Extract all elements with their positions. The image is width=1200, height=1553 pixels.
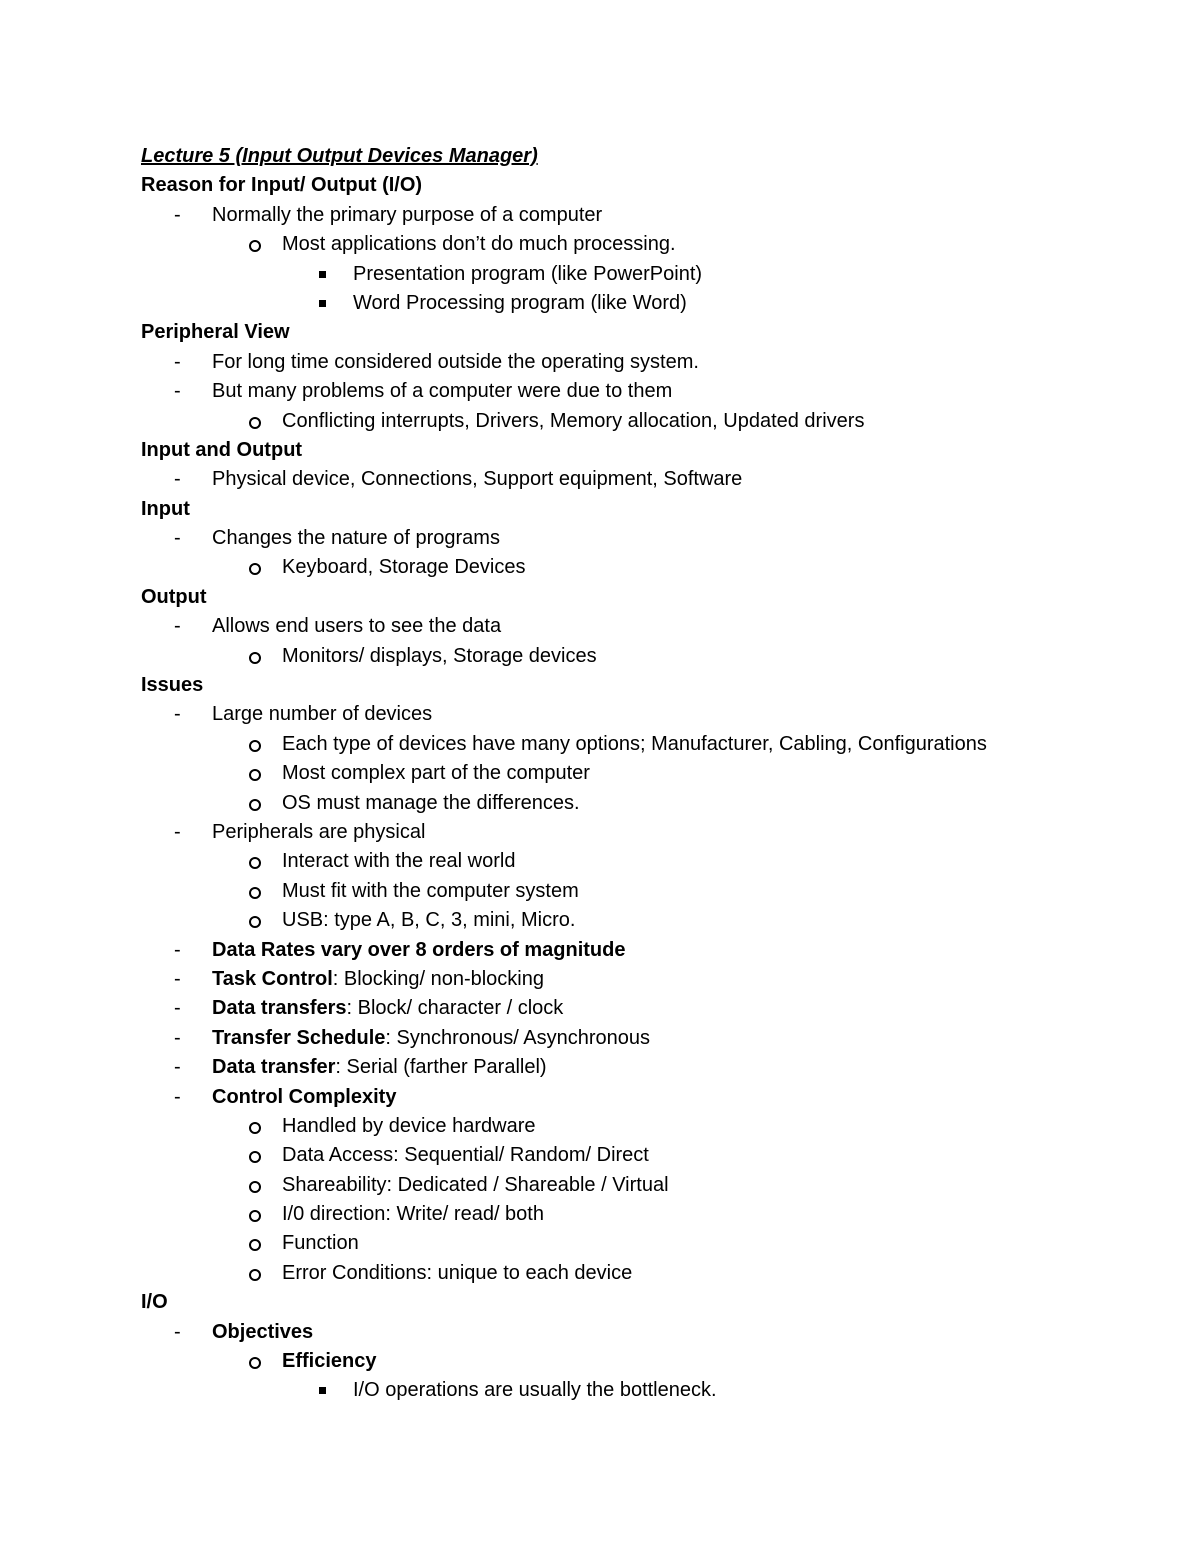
list-item-text: Large number of devices: [212, 703, 433, 726]
circle-bullet-icon: [249, 563, 261, 575]
list-item: [141, 906, 1141, 935]
dash-bullet-icon: -: [174, 820, 181, 843]
list-item: [141, 1141, 1141, 1170]
list-item: [141, 847, 1141, 876]
list-item: [141, 1200, 1141, 1229]
list-item-text: Changes the nature of programs: [212, 527, 500, 550]
list-item: [141, 1083, 1141, 1112]
circle-bullet-icon: [249, 769, 261, 781]
list-item: [141, 1318, 1141, 1347]
circle-bullet-icon: [249, 916, 261, 928]
list-item-text: : Block/ character / clock: [346, 997, 564, 1020]
circle-bullet-icon: [249, 740, 261, 752]
section-heading-io: I/O: [141, 1291, 168, 1314]
dash-bullet-icon: -: [174, 1056, 181, 1079]
list-item-text: : Serial (farther Parallel): [335, 1056, 547, 1079]
list-item: [141, 936, 1141, 965]
dash-bullet-icon: -: [174, 1026, 181, 1049]
square-bullet-icon: [319, 300, 326, 307]
square-bullet-icon: [319, 1387, 326, 1394]
dash-bullet-icon: -: [174, 1085, 181, 1108]
section-heading-input: Input: [141, 497, 190, 520]
list-item: [141, 700, 1141, 729]
list-item: [141, 289, 1141, 318]
dash-bullet-icon: -: [174, 350, 181, 373]
list-item: [141, 789, 1141, 818]
list-item: [141, 1053, 1141, 1082]
list-item-text: Monitors/ displays, Storage devices: [282, 644, 597, 667]
dash-bullet-icon: -: [174, 527, 181, 550]
list-item-text: Keyboard, Storage Devices: [282, 556, 526, 579]
circle-bullet-icon: [249, 1239, 261, 1251]
list-item: [141, 1112, 1141, 1141]
section-heading-issues: Issues: [141, 674, 204, 697]
list-item-text: For long time considered outside the operating system.: [212, 350, 699, 373]
circle-bullet-icon: [249, 1122, 261, 1134]
list-item: [141, 1347, 1141, 1376]
list-item: [141, 524, 1141, 553]
list-item: [141, 642, 1141, 671]
circle-bullet-icon: [249, 417, 261, 429]
section-heading-reason: Reason for Input/ Output (I/O): [141, 174, 423, 197]
list-item-text: I/O operations are usually the bottleneck.: [353, 1379, 717, 1402]
list-item-text: Allows end users to see the data: [212, 615, 502, 638]
list-item-text: Physical device, Connections, Support equipment, Software: [212, 468, 743, 491]
list-item-label: Data transfer: [212, 1056, 336, 1079]
list-item-text: Data Rates vary over 8 orders of magnitude: [212, 938, 626, 961]
square-bullet-icon: [319, 271, 326, 278]
list-item: [141, 1259, 1141, 1288]
list-item-text: Control Complexity: [212, 1085, 397, 1108]
document-content: [141, 142, 1141, 1406]
list-item: [141, 1024, 1141, 1053]
list-item-text: Error Conditions: unique to each device: [282, 1261, 633, 1284]
list-item: [141, 260, 1141, 289]
list-item-text: Conflicting interrupts, Drivers, Memory allocation, Updated drivers: [282, 409, 865, 432]
list-item-text: Most applications don’t do much processing.: [282, 233, 676, 256]
list-item-text: Most complex part of the computer: [282, 762, 590, 785]
circle-bullet-icon: [249, 652, 261, 664]
dash-bullet-icon: -: [174, 380, 181, 403]
list-item: [141, 348, 1141, 377]
list-item-text: Function: [282, 1232, 359, 1255]
list-item: [141, 759, 1141, 788]
list-item: [141, 965, 1141, 994]
list-item: [141, 1229, 1141, 1258]
list-item-text: USB: type A, B, C, 3, mini, Micro.: [282, 909, 576, 932]
list-item-text: Each type of devices have many options; Manufacturer, Cabling, Configurations: [282, 732, 987, 755]
dash-bullet-icon: -: [174, 468, 181, 491]
list-item: [141, 877, 1141, 906]
list-item: [141, 553, 1141, 582]
dash-bullet-icon: -: [174, 1320, 181, 1343]
dash-bullet-icon: -: [174, 967, 181, 990]
dash-bullet-icon: -: [174, 703, 181, 726]
list-item: [141, 1376, 1141, 1405]
circle-bullet-icon: [249, 1269, 261, 1281]
list-item-label: Task Control: [212, 967, 333, 990]
list-item-label: Transfer Schedule: [212, 1026, 386, 1049]
list-item-text: Presentation program (like PowerPoint): [353, 262, 703, 285]
dash-bullet-icon: -: [174, 203, 181, 226]
section-heading-input-output: Input and Output: [141, 438, 303, 461]
list-item: [141, 612, 1141, 641]
dash-bullet-icon: -: [174, 938, 181, 961]
list-item-text: : Synchronous/ Asynchronous: [385, 1026, 651, 1049]
list-item-text: Efficiency: [282, 1350, 377, 1373]
section-heading-output: Output: [141, 585, 207, 608]
list-item: [141, 377, 1141, 406]
list-item: [141, 994, 1141, 1023]
circle-bullet-icon: [249, 1151, 261, 1163]
list-item-text: Objectives: [212, 1320, 314, 1343]
circle-bullet-icon: [249, 240, 261, 252]
list-item-label: Data transfers: [212, 997, 347, 1020]
list-item: [141, 1171, 1141, 1200]
circle-bullet-icon: [249, 799, 261, 811]
circle-bullet-icon: [249, 1357, 261, 1369]
list-item-text: Must fit with the computer system: [282, 879, 579, 902]
list-item-text: Peripherals are physical: [212, 820, 426, 843]
list-item: [141, 201, 1141, 230]
list-item: [141, 230, 1141, 259]
list-item-text: Interact with the real world: [282, 850, 516, 873]
list-item-text: I/0 direction: Write/ read/ both: [282, 1203, 544, 1226]
list-item-text: Normally the primary purpose of a computer: [212, 203, 603, 226]
circle-bullet-icon: [249, 1210, 261, 1222]
list-item-text: : Blocking/ non-blocking: [332, 967, 544, 990]
list-item-text: Shareability: Dedicated / Shareable / Virtual: [282, 1173, 669, 1196]
section-heading-peripheral: Peripheral View: [141, 321, 290, 344]
list-item: [141, 407, 1141, 436]
list-item: [141, 465, 1141, 494]
circle-bullet-icon: [249, 887, 261, 899]
circle-bullet-icon: [249, 1181, 261, 1193]
circle-bullet-icon: [249, 857, 261, 869]
list-item-text: Data Access: Sequential/ Random/ Direct: [282, 1144, 649, 1167]
dash-bullet-icon: -: [174, 615, 181, 638]
list-item-text: Handled by device hardware: [282, 1114, 536, 1137]
list-item: [141, 730, 1141, 759]
list-item: [141, 818, 1141, 847]
list-item-text: OS must manage the differences.: [282, 791, 580, 814]
list-item-text: Word Processing program (like Word): [353, 291, 687, 314]
lecture-title: Lecture 5 (Input Output Devices Manager): [141, 145, 538, 167]
dash-bullet-icon: -: [174, 997, 181, 1020]
list-item-text: But many problems of a computer were due to them: [212, 380, 673, 403]
